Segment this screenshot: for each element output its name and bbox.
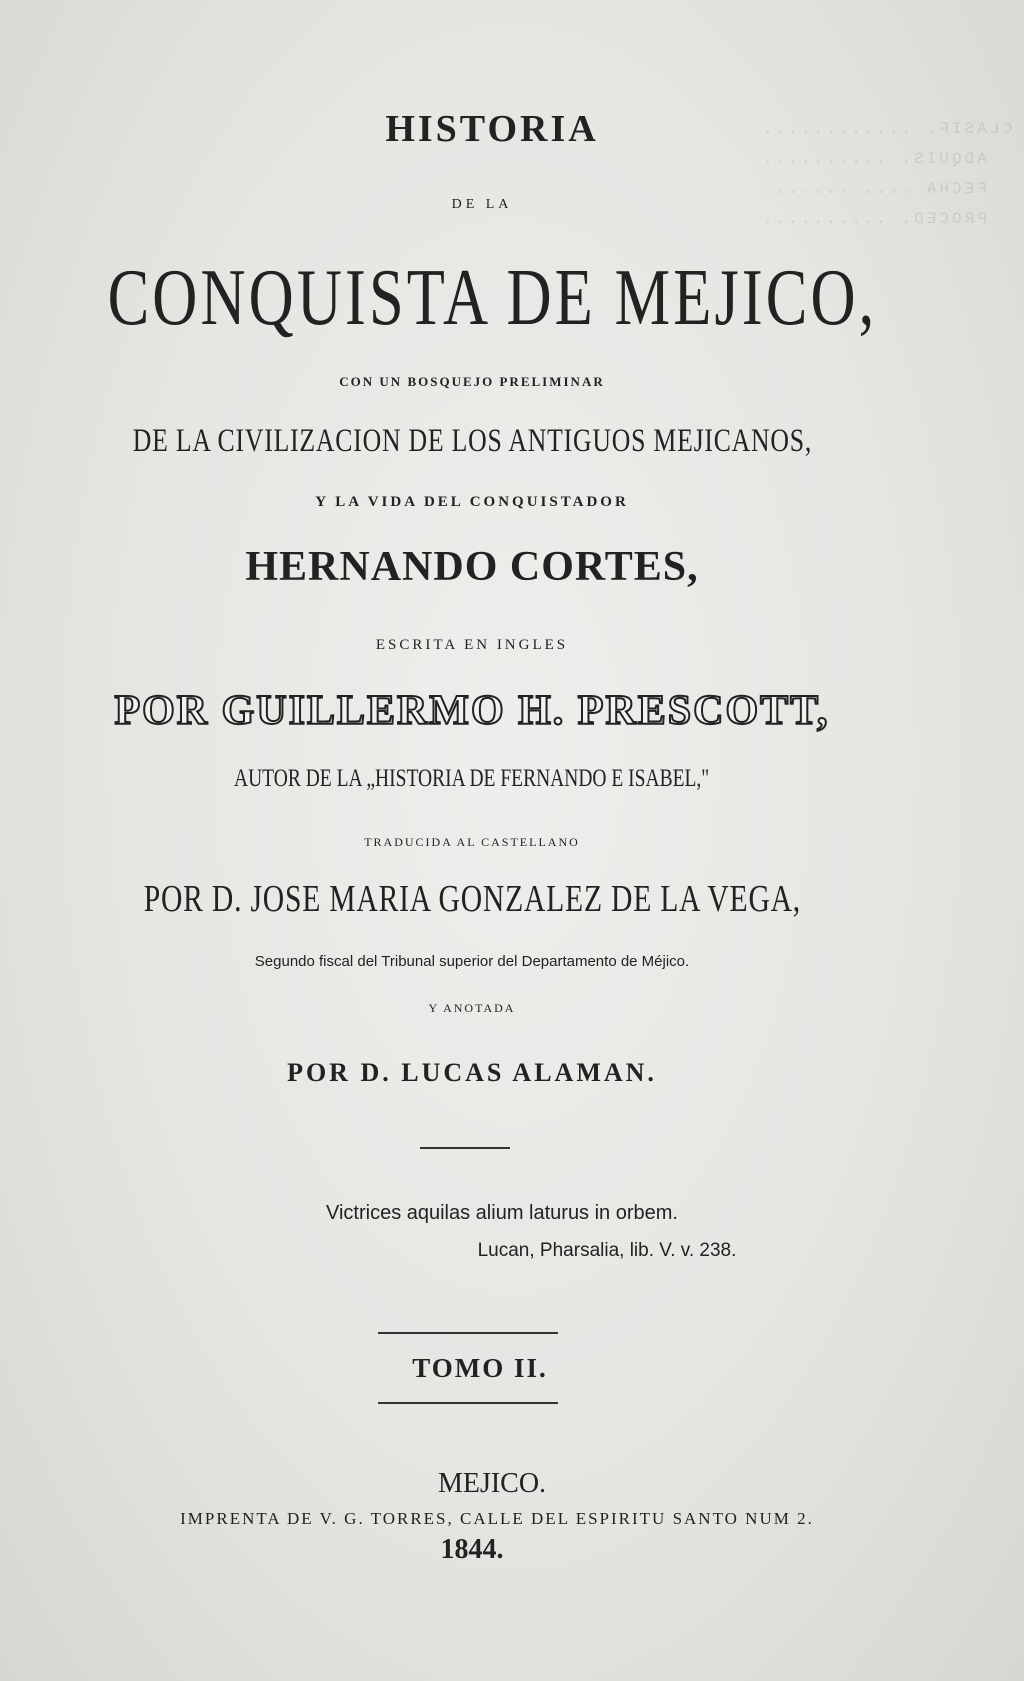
show-through-mark: ADQUIS. .......... [760,150,987,168]
show-through-mark: FECHA ............ [760,180,987,198]
epigraph-source: Lucan, Pharsalia, lib. V. v. 238. [477,1240,737,1261]
divider-rule [420,1147,510,1149]
subtitle-vida: Y LA VIDA DEL CONQUISTADOR [315,494,629,510]
show-through-mark: CLASIF. ............ [760,120,1013,138]
hernando-cortes: HERNANDO CORTES, [245,544,699,590]
imprint-city: MEJICO. [437,1468,547,1499]
imprint-year: 1844. [440,1534,504,1565]
traducida-label: TRADUCIDA AL CASTELLANO [364,835,580,849]
main-title-text: CONQUISTA DE MEJICO, [107,254,877,342]
escrita-en-ingles: ESCRITA EN INGLES [375,637,569,653]
volume-rule-top [378,1332,558,1334]
author-name: POR GUILLERMO H. PRESCOTT, [114,688,830,734]
subtitle-civilizacion [0,425,984,458]
translator-name-text: POR D. JOSE MARIA GONZALEZ DE LA VEGA, [143,878,801,920]
epigraph: Victrices aquilas alium laturus in orbem. [325,1202,678,1224]
translator-name [0,880,984,918]
author-previous-work-text: AUTOR DE LA „HISTORIA DE FERNANDO E ISABEL," [234,765,710,792]
de-la-label: DE LA [451,197,513,212]
subtitle-civilizacion-text: DE LA CIVILIZACION DE LOS ANTIGUOS MEJICANOS, [132,423,812,459]
anotada-label: Y ANOTADA [428,1001,516,1015]
title-historia: HISTORIA [385,108,599,150]
imprint-printer: IMPRENTA DE V. G. TORRES, CALLE DEL ESPIRITU SANTO NUM 2. [180,1509,814,1528]
author-previous-work [0,766,984,791]
annotator-name: POR D. LUCAS ALAMAN. [287,1058,657,1087]
show-through-mark: PROCED. .......... [760,210,987,228]
translator-role: Segundo fiscal del Tribunal superior del Departamento de Méjico. [254,953,690,970]
volume-label: TOMO II. [412,1353,548,1383]
subtitle-bosquejo: CON UN BOSQUEJO PRELIMINAR [339,374,605,389]
volume-rule-bottom [378,1402,558,1404]
main-title [0,254,1004,342]
